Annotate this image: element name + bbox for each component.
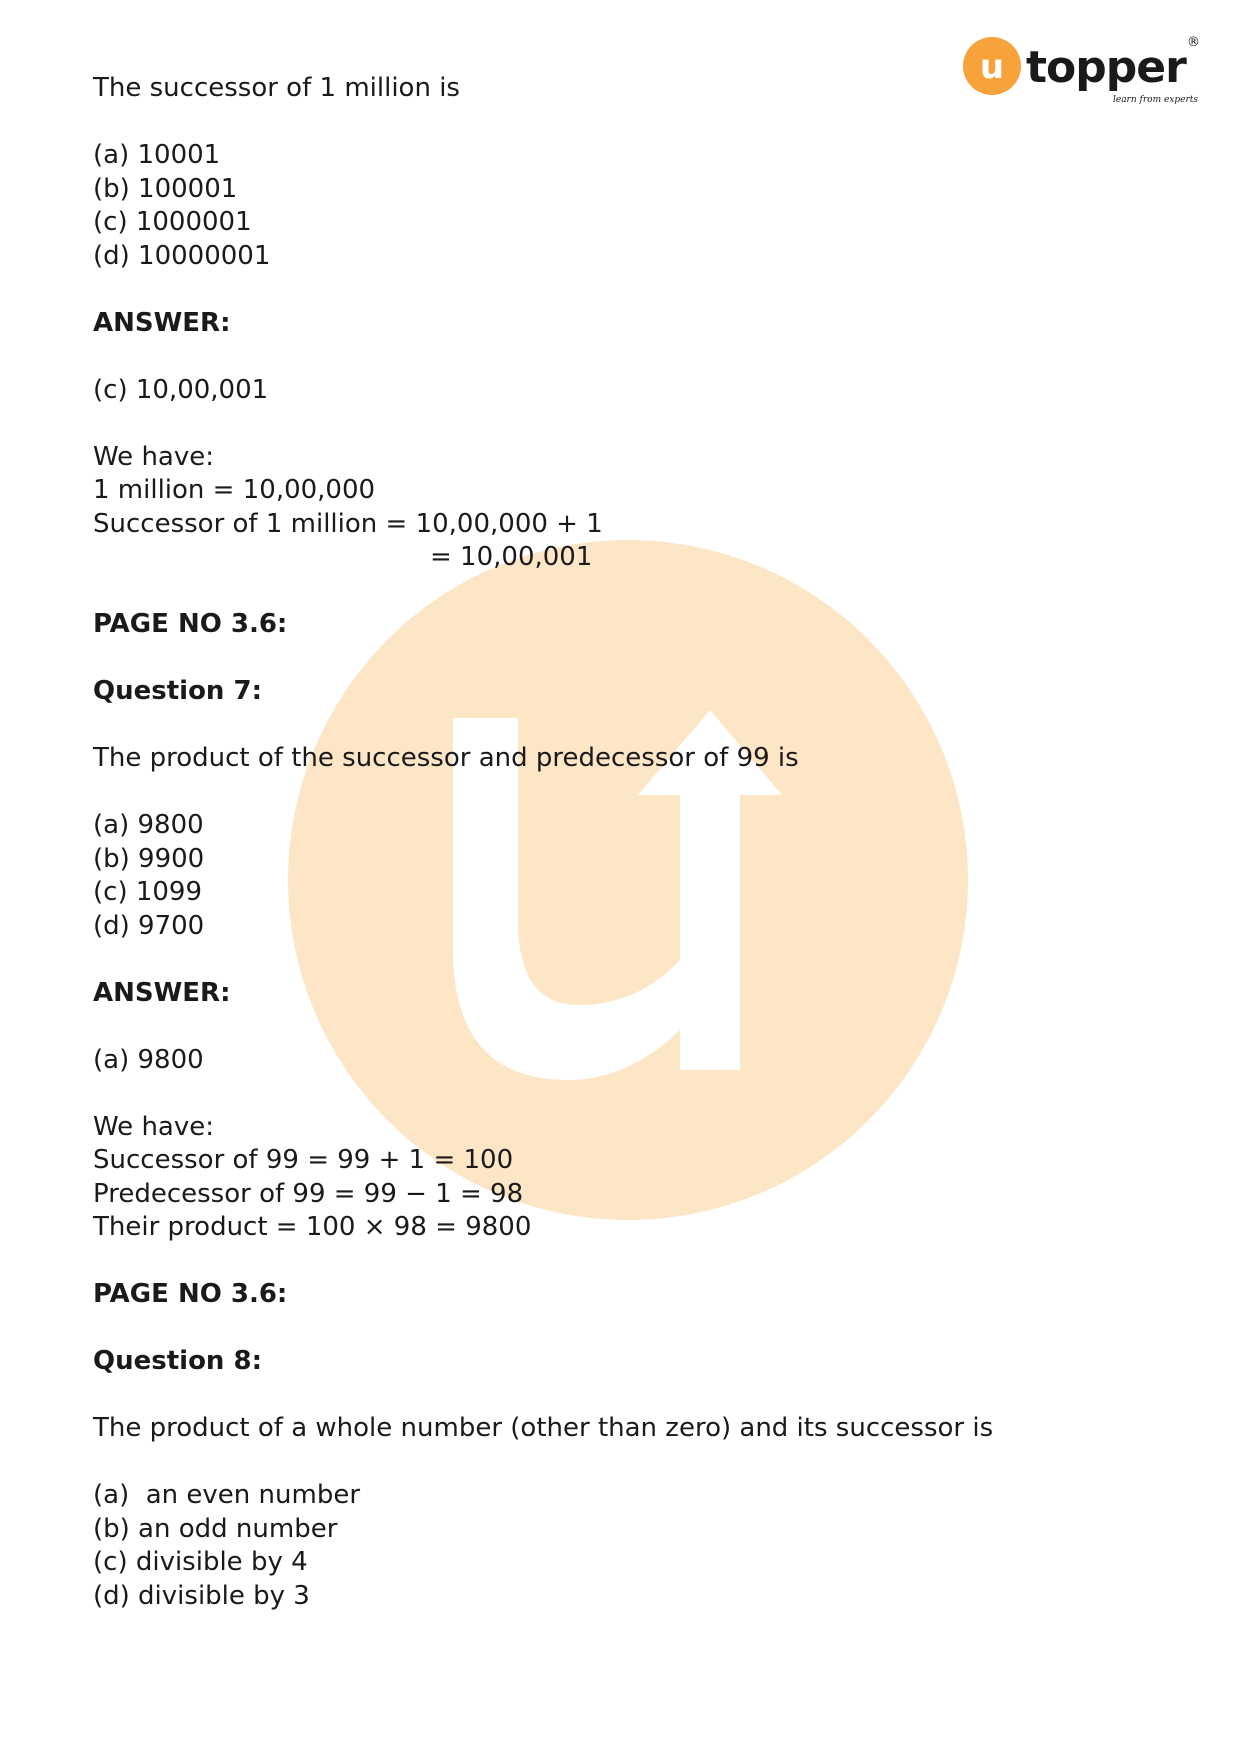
q8-question: The product of a whole number (other than zero) and its successor is <box>93 1413 994 1443</box>
q7-question: The product of the successor and predecessor of 99 is <box>93 743 799 773</box>
q7-answer-heading: ANSWER: <box>93 977 231 1008</box>
q7-title: Question 7: <box>93 676 262 706</box>
logo-mark-letter: u <box>979 47 1005 87</box>
logo-wordmark: topper <box>1026 42 1186 93</box>
q8-option-b: (b) an odd number <box>93 1513 338 1544</box>
q6-option-b: (b) 100001 <box>93 173 238 204</box>
q7-solution-line: Successor of 99 = 99 + 1 = 100 <box>93 1145 514 1175</box>
q8-title: Question 8: <box>93 1346 262 1376</box>
q8-option-a: (a) an even number <box>93 1480 361 1510</box>
document-body <box>93 72 1173 1613</box>
q6-answer-heading: ANSWER: <box>93 307 231 338</box>
q7-solution-line: Predecessor of 99 = 99 − 1 = 98 <box>93 1178 524 1209</box>
q7-page-heading: PAGE NO 3.6: <box>93 609 288 639</box>
q7-option-a: (a) 9800 <box>93 810 204 840</box>
q7-answer: (a) 9800 <box>93 1044 204 1075</box>
q6-option-c: (c) 1000001 <box>93 207 252 237</box>
q6-option-d: (d) 10000001 <box>93 240 271 271</box>
topper-logo <box>962 30 1212 110</box>
q6-solution-line: 1 million = 10,00,000 <box>93 475 376 505</box>
q6-solution-line: We have: <box>93 441 214 472</box>
q6-answer: (c) 10,00,001 <box>93 374 269 405</box>
q7-solution-line: We have: <box>93 1111 214 1142</box>
q7-option-d: (d) 9700 <box>93 910 205 941</box>
q7-option-b: (b) 9900 <box>93 843 205 874</box>
logo-tagline: learn from experts <box>1112 95 1198 105</box>
q7-option-c: (c) 1099 <box>93 877 203 907</box>
q6-solution-line: = 10,00,001 <box>430 542 593 572</box>
q8-option-d: (d) divisible by 3 <box>93 1580 310 1611</box>
q6-solution-line: Successor of 1 million = 10,00,000 + 1 <box>93 508 603 539</box>
q6-question: The successor of 1 million is <box>93 73 460 103</box>
q7-solution-line: Their product = 100 × 98 = 9800 <box>93 1212 532 1242</box>
q6-option-a: (a) 10001 <box>93 140 221 170</box>
registered-mark: ® <box>1187 35 1200 50</box>
q8-option-c: (c) divisible by 4 <box>93 1547 308 1577</box>
q8-page-heading: PAGE NO 3.6: <box>93 1279 288 1309</box>
